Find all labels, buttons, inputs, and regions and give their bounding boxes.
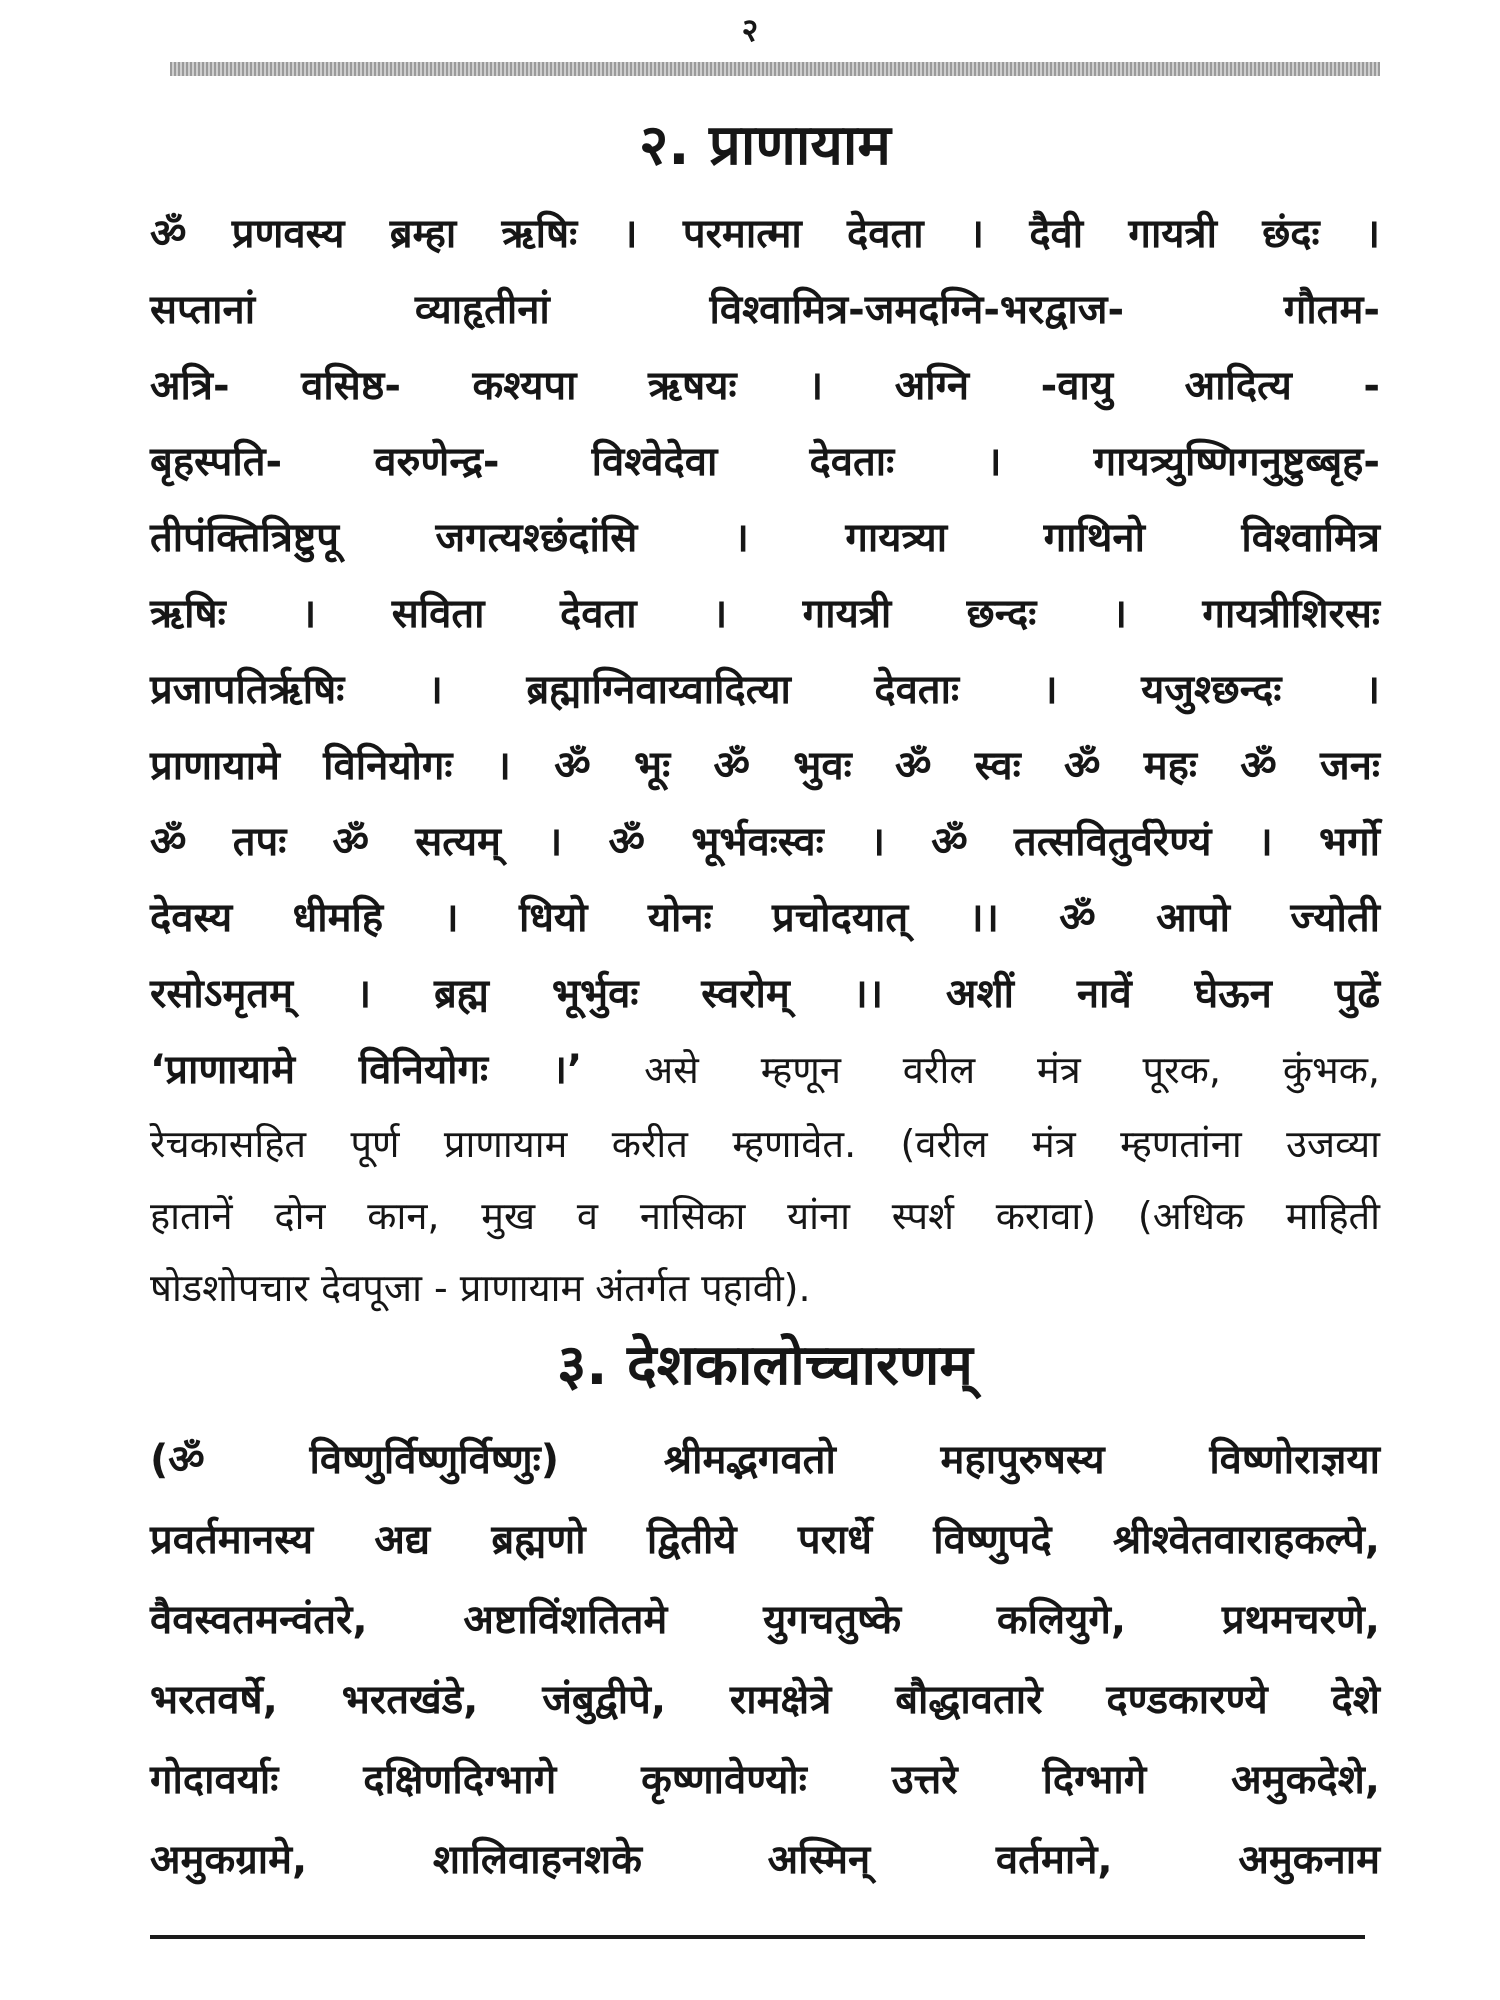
text-line: बृहस्पति- वरुणेन्द्र- विश्वेदेवा देवताः । गायत्र्युष्णिगनुष्टुब्बृह- xyxy=(150,439,1380,485)
text-line: प्रजापतिर्ऋषिः । ब्रह्माग्निवाय्वादित्या देवताः । यजुश्छन्दः । xyxy=(150,667,1380,713)
text-line: देवस्य धीमहि । धियो योनः प्रचोदयात् ।। ॐ आपो ज्योती xyxy=(150,895,1380,941)
text-line: ॐ तपः ॐ सत्यम् । ॐ भूर्भवःस्वः । ॐ तत्सवितुर्वरेण्यं । भर्गो xyxy=(150,819,1380,865)
text-line: (ॐ विष्णुर्विष्णुर्विष्णुः) श्रीमद्भगवतो महापुरुषस्य विष्णोराज्ञया xyxy=(150,1437,1380,1483)
page-number: २ xyxy=(741,11,759,49)
text-line: प्रवर्तमानस्य अद्य ब्रह्मणो द्वितीये परार्धे विष्णुपदे श्रीश्वेतवाराहकल्पे, xyxy=(150,1517,1380,1563)
note-line: हातानें दोन कान, मुख व नासिका यांना स्पर्श करावा) (अधिक माहिती xyxy=(150,1194,1380,1238)
top-divider xyxy=(170,62,1380,76)
section-body-pranayam xyxy=(150,196,1380,1324)
section-heading-pranayam: २. प्राणायाम xyxy=(639,113,891,178)
text-line: भरतवर्षे, भरतखंडे, जंबुद्वीपे, रामक्षेत्रे बौद्धावतारे दण्डकारण्ये देशे xyxy=(150,1677,1380,1723)
text-line: अमुकग्रामे, शालिवाहनशके अस्मिन् वर्तमाने, अमुकनाम xyxy=(150,1837,1380,1883)
text-line: प्राणायामे विनियोगः । ॐ भूः ॐ भुवः ॐ स्वः ॐ महः ॐ जनः xyxy=(150,743,1380,789)
note-line: षोडशोपचार देवपूजा - प्राणायाम अंतर्गत पहावी). xyxy=(150,1266,811,1310)
text-line: अत्रि- वसिष्ठ- कश्यपा ऋषयः । अग्नि -वायु आदित्य - xyxy=(150,363,1380,409)
text-line: ॐ प्रणवस्य ब्रम्हा ऋषिः । परमात्मा देवता । दैवी गायत्री छंदः । xyxy=(150,211,1380,257)
mixed-text-line xyxy=(150,1032,1380,1108)
text-line: वैवस्वतमन्वंतरे, अष्टाविंशतितमे युगचतुष्के कलियुगे, प्रथमचरणे, xyxy=(150,1597,1380,1643)
note-line: रेचकासहित पूर्ण प्राणायाम करीत म्हणावेत. (वरील मंत्र म्हणतांना उजव्या xyxy=(150,1122,1380,1166)
text-line: ऋषिः । सविता देवता । गायत्री छन्दः । गायत्रीशिरसः xyxy=(150,591,1380,637)
text-line: गोदावर्याः दक्षिणदिग्भागे कृष्णावेण्योः उत्तरे दिग्भागे अमुकदेशे, xyxy=(150,1757,1380,1803)
section-body-deshkaal xyxy=(150,1420,1380,1900)
bottom-divider xyxy=(150,1935,1365,1939)
section-heading-deshkaal: ३. देशकालोच्चारणम् xyxy=(557,1333,973,1398)
text-line: तीपंक्तित्रिष्टुपू जगत्यश्छंदांसि । गायत्र्या गाथिनो विश्वामित्र xyxy=(150,515,1380,561)
instruction-quote: ‘प्राणायामे विनियोगः ।’ xyxy=(150,1047,583,1093)
text-line: रसोऽमृतम् । ब्रह्म भूर्भुवः स्वरोम् ।। अशीं नावें घेऊन पुढें xyxy=(150,971,1380,1017)
text-line: सप्तानां व्याहृतीनां विश्वामित्र-जमदग्नि-भरद्वाज- गौतम- xyxy=(150,287,1380,333)
instruction-text: असे म्हणून वरील मंत्र पूरक, कुंभक, xyxy=(582,1048,1380,1092)
